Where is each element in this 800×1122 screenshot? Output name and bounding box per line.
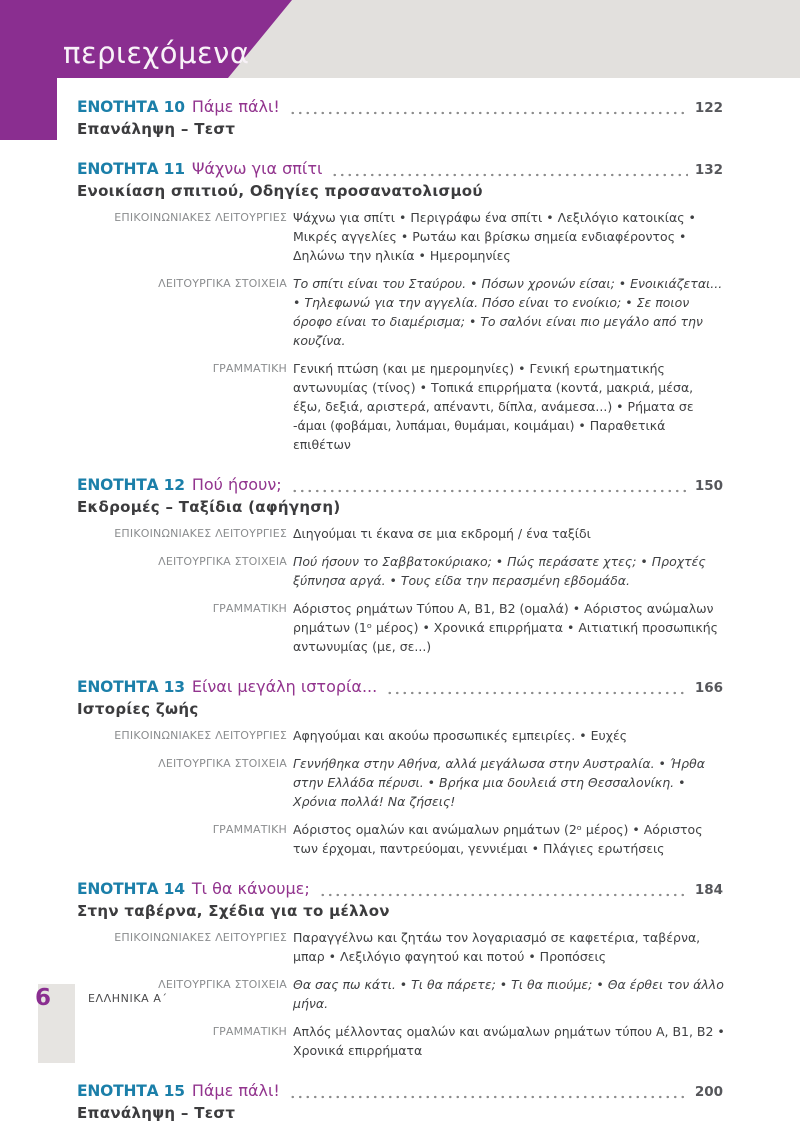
unit-title: Ψάχνω για σπίτι	[191, 159, 323, 178]
detail-row	[77, 274, 745, 350]
toc-unit	[77, 159, 745, 454]
unit-header-row	[77, 475, 723, 494]
unit-detail-rows	[77, 726, 745, 858]
unit-page-number: 122	[694, 100, 723, 116]
dotted-leader	[291, 480, 688, 494]
detail-label: ΓΡΑΜΜΑΤΙΚΗ	[212, 1025, 287, 1038]
unit-title: Είναι μεγάλη ιστορία...	[191, 677, 378, 696]
unit-header-row	[77, 677, 723, 696]
unit-subtitle: Επανάληψη – Τεστ	[77, 1104, 236, 1122]
dotted-leader	[289, 1086, 688, 1100]
detail-row	[77, 1022, 745, 1060]
unit-detail-rows	[77, 524, 745, 656]
detail-row	[77, 975, 745, 1013]
contents-title: περιεχόμενα	[63, 36, 250, 70]
dotted-leader	[319, 884, 688, 898]
unit-header-row	[77, 159, 723, 178]
detail-row	[77, 726, 745, 745]
detail-text: Παραγγέλνω και ζητάω τον λογαριασμό σε καφετέρια, ταβέρνα, μπαρ • Λεξιλόγιο φαγητού και ποτού • Προπόσεις	[293, 930, 701, 964]
detail-label: ΓΡΑΜΜΑΤΙΚΗ	[212, 362, 287, 375]
unit-list	[77, 97, 745, 1122]
unit-page-number: 150	[694, 478, 723, 494]
detail-text: Γενική πτώση (και με ημερομηνίες) • Γενική ερωτηματικής αντωνυμίας (τίνος) • Τοπικά επιρρήματα (κοντά, μακριά, μέσα, έξω, δεξιά, αριστερά, απέναντι, δίπλα, ανάμεσα...) • Ρήματα σε -άμαι (φοβάμαι, λυπάμαι, θυμάμαι, κοιμάμαι) • Παραθετικά επιθέτων	[293, 361, 694, 452]
detail-text: Διηγούμαι τι έκανα σε μια εκδρομή / ένα ταξίδι	[293, 526, 591, 541]
unit-detail-rows	[77, 208, 745, 454]
detail-label: ΕΠΙΚΟΙΝΩΝΙΑΚΕΣ ΛΕΙΤΟΥΡΓΙΕΣ	[114, 931, 287, 944]
detail-text: Αόριστος ρημάτων Τύπου Α, Β1, Β2 (ομαλά) • Αόριστος ανώμαλων ρημάτων (1ᵒ μέρος) • Χρονικά επιρρήματα • Αιτιατική προσωπικής αντωνυμίας (με, σε...)	[293, 601, 718, 654]
detail-label: ΓΡΑΜΜΑΤΙΚΗ	[212, 823, 287, 836]
unit-subtitle: Επανάληψη – Τεστ	[77, 120, 236, 138]
unit-title: Πού ήσουν;	[191, 475, 282, 494]
toc-unit	[77, 879, 745, 1060]
footer-book-title: ΕΛΛΗΝΙΚΑ Α΄	[88, 992, 168, 1005]
detail-row	[77, 208, 745, 265]
unit-kicker: ΕΝΟΤΗΤΑ 11	[77, 160, 185, 178]
detail-label: ΕΠΙΚΟΙΝΩΝΙΑΚΕΣ ΛΕΙΤΟΥΡΓΙΕΣ	[114, 527, 287, 540]
detail-row	[77, 552, 745, 590]
dotted-leader	[386, 682, 688, 696]
unit-kicker: ΕΝΟΤΗΤΑ 15	[77, 1082, 185, 1100]
detail-row	[77, 928, 745, 966]
detail-row	[77, 359, 745, 454]
unit-page-number: 184	[694, 882, 723, 898]
detail-label: ΛΕΙΤΟΥΡΓΙΚΑ ΣΤΟΙΧΕΙΑ	[158, 277, 287, 290]
detail-text: Ψάχνω για σπίτι • Περιγράφω ένα σπίτι • Λεξιλόγιο κατοικίας • Μικρές αγγελίες • Ρωτάω και βρίσκω σημεία ενδιαφέροντος • Δηλώνω την ηλικία • Ημερομηνίες	[293, 210, 696, 263]
unit-kicker: ΕΝΟΤΗΤΑ 14	[77, 880, 185, 898]
detail-label: ΕΠΙΚΟΙΝΩΝΙΑΚΕΣ ΛΕΙΤΟΥΡΓΙΕΣ	[114, 729, 287, 742]
toc-unit	[77, 97, 745, 138]
detail-label: ΓΡΑΜΜΑΤΙΚΗ	[212, 602, 287, 615]
detail-label: ΕΠΙΚΟΙΝΩΝΙΑΚΕΣ ΛΕΙΤΟΥΡΓΙΕΣ	[114, 211, 287, 224]
detail-row	[77, 754, 745, 811]
detail-label: ΛΕΙΤΟΥΡΓΙΚΑ ΣΤΟΙΧΕΙΑ	[158, 757, 287, 770]
unit-kicker: ΕΝΟΤΗΤΑ 13	[77, 678, 185, 696]
content-panel	[57, 78, 800, 1122]
unit-kicker: ΕΝΟΤΗΤΑ 12	[77, 476, 185, 494]
detail-text: Πού ήσουν το Σαββατοκύριακο; • Πώς περάσατε χτες; • Προχτές ξύπνησα αργά. • Τους είδα την περασμένη εβδομάδα.	[293, 554, 706, 588]
unit-subtitle: Ιστορίες ζωής	[77, 700, 199, 718]
unit-page-number: 200	[694, 1084, 723, 1100]
detail-label: ΛΕΙΤΟΥΡΓΙΚΑ ΣΤΟΙΧΕΙΑ	[158, 555, 287, 568]
unit-header-row	[77, 97, 723, 116]
toc-unit	[77, 1081, 745, 1122]
unit-title: Τι θα κάνουμε;	[191, 879, 310, 898]
unit-subtitle: Εκδρομές – Ταξίδια (αφήγηση)	[77, 498, 341, 516]
detail-text: Το σπίτι είναι του Σταύρου. • Πόσων χρονών είσαι; • Ενοικιάζεται... • Τηλεφωνώ για την αγγελία. Πόσο είναι το ενοίκιο; • Σε ποιον όροφο είναι το διαμέρισμα; • Το σαλόνι είναι πιο μεγάλο από την κουζίνα.	[293, 276, 723, 348]
unit-header-row	[77, 1081, 723, 1100]
detail-text: Απλός μέλλοντας ομαλών και ανώμαλων ρημάτων τύπου Α, Β1, Β2 • Χρονικά επιρρήματα	[293, 1024, 725, 1058]
footer-page-number: 6	[35, 985, 52, 1011]
dotted-leader	[289, 102, 688, 116]
unit-kicker: ΕΝΟΤΗΤΑ 10	[77, 98, 185, 116]
unit-header-row	[77, 879, 723, 898]
dotted-leader	[331, 164, 687, 178]
unit-subtitle: Ενοικίαση σπιτιού, Οδηγίες προσανατολισμού	[77, 182, 483, 200]
detail-text: Αόριστος ομαλών και ανώμαλων ρημάτων (2ᵒ μέρος) • Αόριστος των έρχομαι, παντρεύομαι, γεννιέμαι • Πλάγιες ερωτήσεις	[293, 822, 703, 856]
detail-label: ΛΕΙΤΟΥΡΓΙΚΑ ΣΤΟΙΧΕΙΑ	[158, 978, 287, 991]
unit-page-number: 132	[694, 162, 723, 178]
unit-subtitle: Στην ταβέρνα, Σχέδια για το μέλλον	[77, 902, 390, 920]
unit-detail-rows	[77, 928, 745, 1060]
detail-row	[77, 599, 745, 656]
detail-text: Αφηγούμαι και ακούω προσωπικές εμπειρίες. • Ευχές	[293, 728, 628, 743]
unit-title: Πάμε πάλι!	[191, 97, 280, 116]
detail-text: Γεννήθηκα στην Αθήνα, αλλά μεγάλωσα στην Αυστραλία. • Ήρθα στην Ελλάδα πέρυσι. • Βρήκα μια δουλειά στη Θεσσαλονίκη. • Χρόνια πολλά! Να ζήσεις!	[293, 756, 705, 809]
detail-text: Θα σας πω κάτι. • Τι θα πάρετε; • Τι θα πιούμε; • Θα έρθει τον άλλο μήνα.	[293, 977, 724, 1011]
detail-row	[77, 820, 745, 858]
unit-title: Πάμε πάλι!	[191, 1081, 280, 1100]
detail-row	[77, 524, 745, 543]
toc-unit	[77, 677, 745, 858]
toc-unit	[77, 475, 745, 656]
unit-page-number: 166	[694, 680, 723, 696]
